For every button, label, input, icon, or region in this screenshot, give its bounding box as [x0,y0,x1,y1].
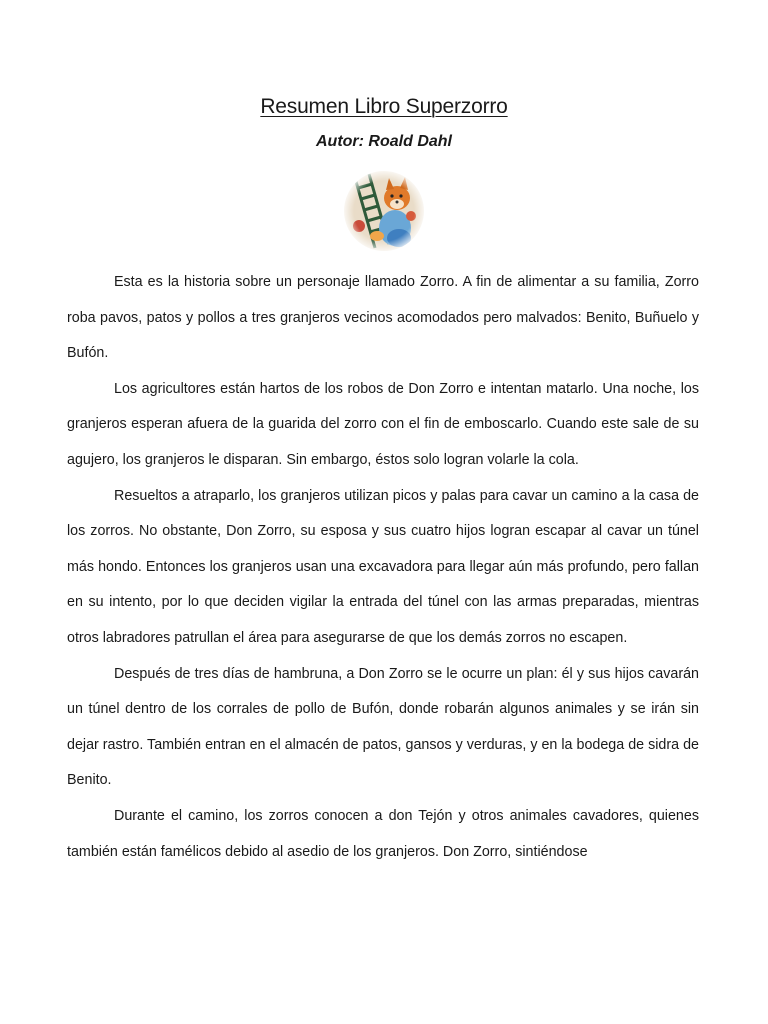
paragraph: Los agricultores están hartos de los robos de Don Zorro e intentan matarlo. Una noche, los granjeros esperan afuera de la guarida del zorro con el fin de emboscarlo. Cuando este sale de su agujero, los granjeros le disparan. Sin embargo, éstos solo logran volarle la cola. [67,380,699,468]
paragraph: Después de tres días de hambruna, a Don Zorro se le ocurre un plan: él y sus hijos cavarán un túnel dentro de los corrales de pollo de Bufón, donde robarán algunos animales y se irán sin dejar rastro. También entran en el almacén de patos, gansos y verduras, y en la bodega de sidra de Benito. [67,665,699,789]
fox-illustration-icon [341,168,427,254]
paragraph: Durante el camino, los zorros conocen a don Tejón y otros animales cavadores, quienes también están famélicos debido al asedio de los granjeros. Don Zorro, sintiéndose [67,807,699,860]
paragraph: Esta es la historia sobre un personaje llamado Zorro. A fin de alimentar a su familia, Zorro roba pavos, patos y pollos a tres granjeros vecinos acomodados pero malvados: Benito, Buñuelo y Bufón. [67,274,699,362]
document-author: Autor: Roald Dahl [316,133,452,150]
document-title: Resumen Libro Superzorro [260,95,508,118]
document-body [67,265,699,870]
paragraph: Resueltos a atraparlo, los granjeros utilizan picos y palas para cavar un camino a la casa de los zorros. No obstante, Don Zorro, su esposa y sus cuatro hijos logran escapar al cavar un túnel más hondo. Entonces los granjeros usan una excavadora para llegar aún más profundo, pero fallan en su intento, por lo que deciden vigilar la entrada del túnel con las armas preparadas, mientras otros labradores patrullan el área para asegurarse de que los demás zorros no escapen. [67,487,699,646]
